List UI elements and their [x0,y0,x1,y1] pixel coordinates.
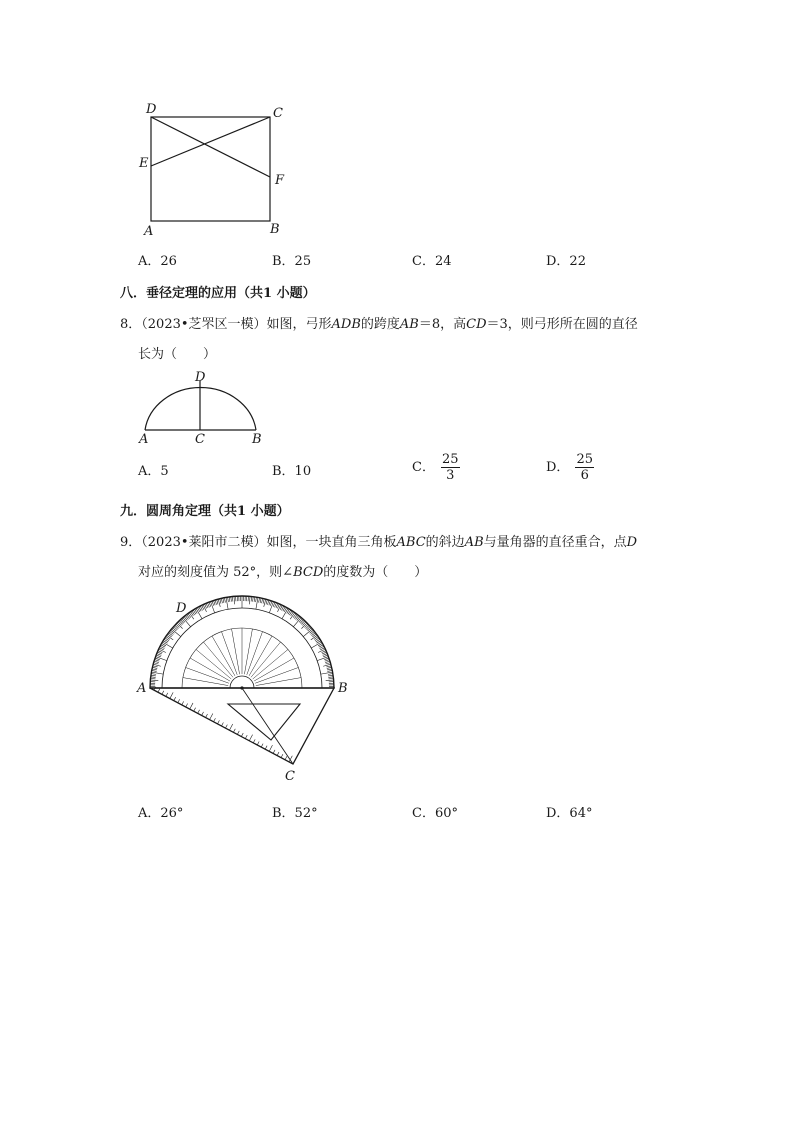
protractor-center-arc [230,676,254,688]
protractor-tick [328,675,333,676]
protractor-tick [249,596,250,604]
protractor-tick [267,600,268,605]
ruler-tick [233,729,235,733]
q8-option-d[interactable]: D． $\frac{25}{6}$ [546,452,593,483]
protractor-tick [326,663,331,664]
protractor-tick [152,670,157,671]
ruler-tick [206,714,208,718]
protractor-tick [183,618,191,627]
protractor-tick [228,597,229,602]
section-8-title: 八．垂径定理的应用（共1 小题） [120,286,316,301]
q8-segment-figure [135,367,275,447]
label-b: B [338,681,348,696]
ruler-tick [237,731,239,735]
ruler-tick [190,703,193,709]
ruler-tick [178,699,180,703]
q8-option-c-fraction: $\frac{25}{3}$ [441,452,459,483]
segment-ec [151,117,270,166]
protractor-tick [159,649,166,652]
protractor-ray [212,636,235,676]
set-square-ruler-ticks [154,687,292,762]
q9-protractor-figure [130,590,360,790]
protractor-tick [154,663,159,664]
protractor-tick [325,660,330,662]
protractor-ray [183,678,228,686]
ruler-tick [162,691,164,695]
protractor-tick [253,597,254,602]
protractor-tick [254,597,255,602]
label-b: B [270,222,280,237]
protractor-tick [323,654,328,656]
q7-option-c[interactable]: C．24 [412,254,452,269]
protractor-tick [203,605,206,612]
protractor-tick [270,601,272,606]
protractor-tick [277,605,280,612]
ruler-tick [241,733,243,737]
protractor-tick [256,597,257,602]
protractor-tick [214,601,216,606]
protractor-tick [263,599,264,604]
q7-option-a[interactable]: A．26 [138,254,177,269]
ruler-tick [170,692,173,698]
protractor-tick [152,667,157,668]
protractor-tick [328,677,333,678]
section-9-title: 九．圆周角定理（共1 小题） [120,504,290,519]
protractor-tick [251,597,252,602]
rectangle-abcd [151,117,270,221]
protractor-tick [229,597,230,602]
ruler-tick [214,718,216,722]
ruler-tick [222,722,224,726]
protractor-ray [256,678,301,686]
protractor-tick [262,598,263,603]
ruler-tick [229,724,232,730]
protractor-tick [153,666,158,667]
protractor-tick [275,603,277,608]
protractor-tick [151,677,156,678]
ruler-tick [269,745,272,751]
q7-option-d[interactable]: D．22 [546,254,586,269]
ruler-tick [273,750,275,754]
q8-stem-line1: 8．（2023•芝罘区一模）如图，弓形ADB的跨度AB＝8，高CD＝3，则弓形所在圆的直径 [120,317,638,332]
ruler-tick [265,746,267,750]
protractor-tick [212,601,214,606]
protractor-tick [172,629,181,637]
protractor-ray [232,629,240,674]
q9-option-d[interactable]: D．64° [546,806,593,821]
protractor-tick [293,618,301,627]
protractor-tick [150,680,158,681]
label-c: C [285,769,295,784]
protractor-ray [190,658,230,681]
ruler-tick [194,708,196,712]
protractor-tick [323,655,328,657]
protractor-tick [224,598,225,603]
ruler-tick [249,735,252,741]
ruler-tick [158,689,160,693]
protractor-tick [303,629,312,637]
protractor-tick [215,600,216,605]
label-b: B [252,432,262,447]
protractor-ray [244,629,252,674]
ruler-tick [198,710,200,714]
protractor-tick [223,598,224,603]
protractor-tick [324,658,329,660]
protractor-tick [273,602,275,607]
label-c: C [195,432,205,447]
protractor-tick [327,667,332,668]
q9-option-a[interactable]: A．26° [138,806,184,821]
protractor-tick [208,603,210,608]
protractor-tick [151,678,156,679]
protractor-tick [327,670,332,671]
ruler-tick [277,752,279,756]
protractor-tick [234,596,235,604]
ruler-tick [210,713,213,719]
protractor-tick [325,661,330,662]
ruler-tick [261,744,263,748]
label-a: A [139,432,149,447]
protractor-tick [155,658,160,660]
protractor-tick [155,660,160,662]
label-a: A [144,224,154,239]
q8-option-a[interactable]: A．5 [138,464,169,479]
protractor-tick [152,669,157,670]
protractor-tick [232,597,233,602]
ruler-tick [174,697,176,701]
protractor-ray [249,636,272,676]
protractor-tick [326,680,334,681]
ruler-tick [218,720,220,724]
ruler-tick [225,725,227,729]
q7-option-b[interactable]: B．25 [272,254,312,269]
label-f: F [275,173,285,188]
label-a: A [137,681,147,696]
segment-oc [242,688,293,764]
label-d: D [176,601,187,616]
protractor-ray [247,632,263,675]
q8-option-b[interactable]: B．10 [272,464,312,479]
protractor-ray [221,632,237,675]
protractor-tick [266,600,267,605]
protractor-tick [151,674,156,675]
protractor-tick [151,675,156,676]
protractor-tick [221,598,222,603]
ruler-tick [281,754,283,758]
label-c: C [273,106,283,121]
protractor-tick [154,661,159,662]
q9-option-c[interactable]: C．60° [412,806,458,821]
protractor-rays [183,628,301,686]
ruler-tick [253,739,255,743]
q9-stem-line1: 9．（2023•莱阳市二模）如图，一块直角三角板ABC的斜边AB与量角器的直径重合，点D [120,535,638,550]
ruler-tick [166,693,168,697]
ruler-tick [202,712,204,716]
protractor-tick [156,655,161,657]
label-e: E [139,156,149,171]
protractor-tick [231,597,232,602]
protractor-tick [220,599,221,604]
protractor-ray [186,667,229,683]
protractor-tick [328,674,333,675]
ruler-tick [186,703,188,707]
protractor-tick [318,649,325,652]
protractor-tick [209,602,211,607]
q8-option-d-fraction: $\frac{25}{6}$ [576,452,593,483]
protractor-tick [326,666,331,667]
ruler-tick [182,701,184,705]
protractor-tick [259,598,260,603]
q7-rectangle-figure [130,95,300,240]
protractor-tick [329,678,334,679]
segment-df [151,117,270,177]
ruler-tick [285,756,287,760]
protractor-tick [327,669,332,670]
label-d: D [146,102,157,117]
protractor-ray [254,658,294,681]
label-d: D [195,370,206,385]
protractor-center-point [240,686,243,689]
protractor-tick [260,598,261,603]
ruler-tick [257,741,259,745]
q9-stem-line2: 对应的刻度值为 52°，则∠BCD的度数为（ ） [138,565,428,580]
protractor-ray [255,667,298,683]
q9-option-b[interactable]: B．52° [272,806,318,821]
protractor-tick [217,600,218,605]
q8-option-c[interactable]: C． $\frac{25}{3}$ [412,452,459,483]
set-square-outline [150,688,334,764]
protractor-tick [269,601,271,606]
q8-stem-line2: 长为（ ） [138,347,217,362]
protractor-tick [157,654,162,656]
ruler-tick [245,735,247,739]
